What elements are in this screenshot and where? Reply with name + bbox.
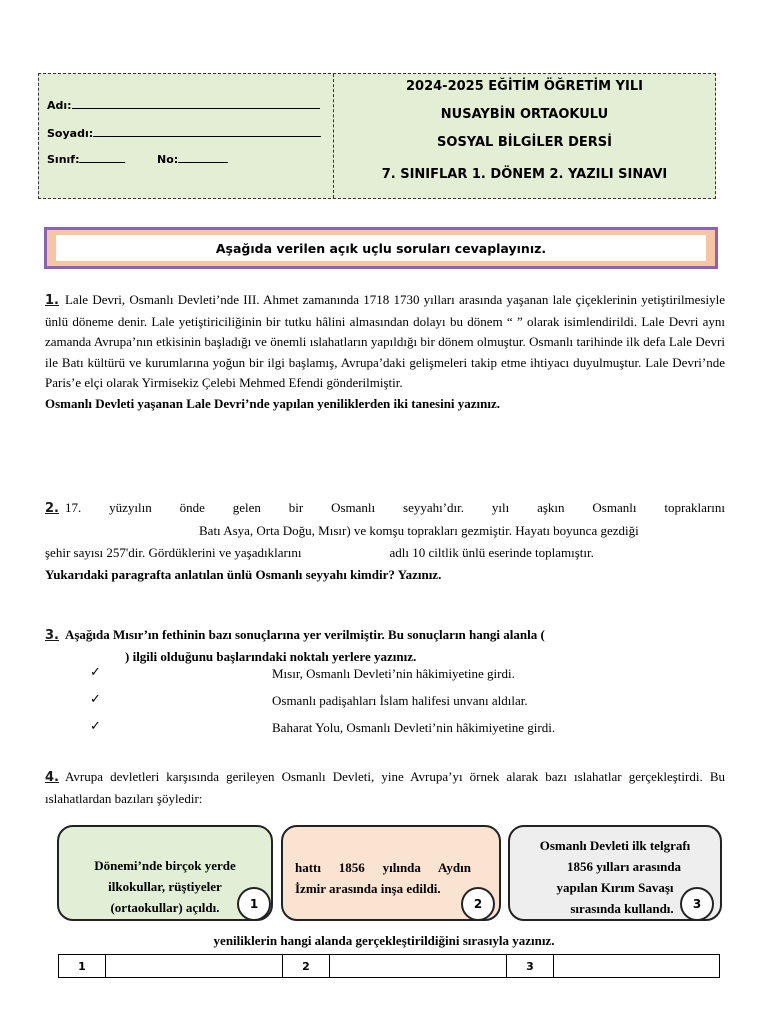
question-2-line-3b: adlı 10 ciltlik ünlü eserinde toplamıştır. [389, 545, 594, 560]
reform-card-2: hattı 1856 yılında Aydın İzmir arasında inşa edildi. 2 [281, 825, 501, 921]
question-3-prompt-2: ) ilgili olduğunu başlarındaki noktalı yerlere yazınız. [125, 648, 417, 664]
question-1-text: Lale Devri, Osmanlı Devleti’nde III. Ahmet zamanında 1718 1730 yılları arasında yaşanan lale çiçeklerinin yetiştirilmesiyle ünlü döneme denir. Lale yetiştiriciliğinin bir tutku hâlini almasından dolayı bu dönem “ ” olarak isimlendirildi. Lale Devri aynı zamanda Avrupa’nın etkisinin başladığı ve önemli ıslahatların yapıldığı bir dönem olmuştur. Osmanlı tarihinde ilk defa Lale Devri ile Batı kültürü ve kurumlarına yoğun bir ilgi başlamış, Avrupa’daki gelişmeleri takip etme ihtiyacı duyulmuştur. Lale Devri’nde Paris’e elçi olarak Yirmisekiz Çelebi Mehmed Efendi gönderilmiştir. [45, 292, 725, 390]
question-number: 1. [45, 293, 59, 308]
answer-label-2: 2 [283, 955, 330, 978]
answer-label-1: 1 [59, 955, 106, 978]
school-year: 2024-2025 EĞİTİM ÖĞRETİM YILI [406, 79, 643, 94]
question-4-text: Avrupa devletleri karşısında gerileyen Osmanlı Devleti, yine Avrupa’yı örnek alarak bazı ıslahatlar gerçekleştirdi. Bu ıslahatlardan bazıları şöyledir: [45, 769, 725, 806]
school-name: NUSAYBİN ORTAOKULU [440, 107, 609, 122]
question-3 [45, 625, 725, 667]
class-field[interactable]: Sınıf: [47, 152, 125, 166]
course-name: SOSYAL BİLGİLER DERSİ [437, 135, 612, 150]
number-field[interactable]: No: [157, 152, 228, 166]
surname-field[interactable]: Soyadı: [47, 126, 321, 140]
question-1 [45, 290, 725, 414]
question-2-prompt: Yukarıdaki paragrafta anlatılan ünlü Osmanlı seyyahı kimdir? Yazınız. [45, 567, 442, 582]
reform-card-3: Osmanlı Devleti ilk telgrafı 1856 yılları arasında yapılan Kırım Savaşı sırasında kullandı. 3 [508, 825, 722, 921]
answer-cell-1[interactable] [106, 955, 283, 978]
instruction-text: Aşağıda verilen açık uçlu soruları cevaplayınız. [56, 235, 706, 261]
instruction-banner [44, 227, 718, 269]
check-icon: ✓ [90, 664, 101, 679]
result-item-3: Baharat Yolu, Osmanlı Devleti’nin hâkimiyetine girdi. [272, 720, 556, 735]
question-2 [45, 497, 725, 586]
check-icon: ✓ [90, 691, 101, 706]
question-2-line-1: 17. yüzyılın önde gelen bir Osmanlı seyyahı’dır. yılı aşkın Osmanlı topraklarını [64, 500, 725, 515]
number-badge: 1 [237, 887, 271, 921]
question-2-line-2: Batı Asya, Orta Doğu, Mısır) ve komşu toprakları gezmiştir. Hayatı boyunca gezdiği [199, 523, 639, 538]
question-number: 3. [45, 628, 59, 643]
result-item-2: Osmanlı padişahları İslam halifesi unvanı aldılar. [272, 693, 528, 708]
check-icon: ✓ [90, 718, 101, 733]
number-badge: 3 [680, 887, 714, 921]
answer-label-3: 3 [507, 955, 554, 978]
number-badge: 2 [461, 887, 495, 921]
question-4-prompt: yeniliklerin hangi alanda gerçekleştirildiğini sırasıyla yazınız. [213, 933, 555, 948]
exam-header [38, 73, 716, 199]
answer-cell-2[interactable] [330, 955, 507, 978]
question-2-line-3a: şehir sayısı 257'dir. Gördüklerini ve yaşadıklarını [45, 545, 302, 560]
result-item-1: Mısır, Osmanlı Devleti’nin hâkimiyetine girdi. [272, 666, 515, 681]
exam-name: 7. SINIFLAR 1. DÖNEM 2. YAZILI SINAVI [381, 167, 668, 182]
question-number: 2. [45, 501, 59, 516]
name-field[interactable]: Adı: [47, 98, 320, 112]
question-3-prompt-1: Aşağıda Mısır’ın fethinin bazı sonuçlarına yer verilmiştir. Bu sonuçların hangi alanla ( [64, 627, 545, 642]
question-1-prompt: Osmanlı Devleti yaşanan Lale Devri’nde yapılan yeniliklerden iki tanesini yazınız. [45, 395, 501, 411]
question-4 [45, 767, 725, 809]
answer-cell-3[interactable] [554, 955, 720, 978]
reform-card-1: Dönemi’nde birçok yerde ilkokullar, rüştiyeler (ortaokullar) açıldı. 1 [57, 825, 273, 921]
question-number: 4. [45, 770, 59, 785]
answer-table [58, 954, 720, 978]
